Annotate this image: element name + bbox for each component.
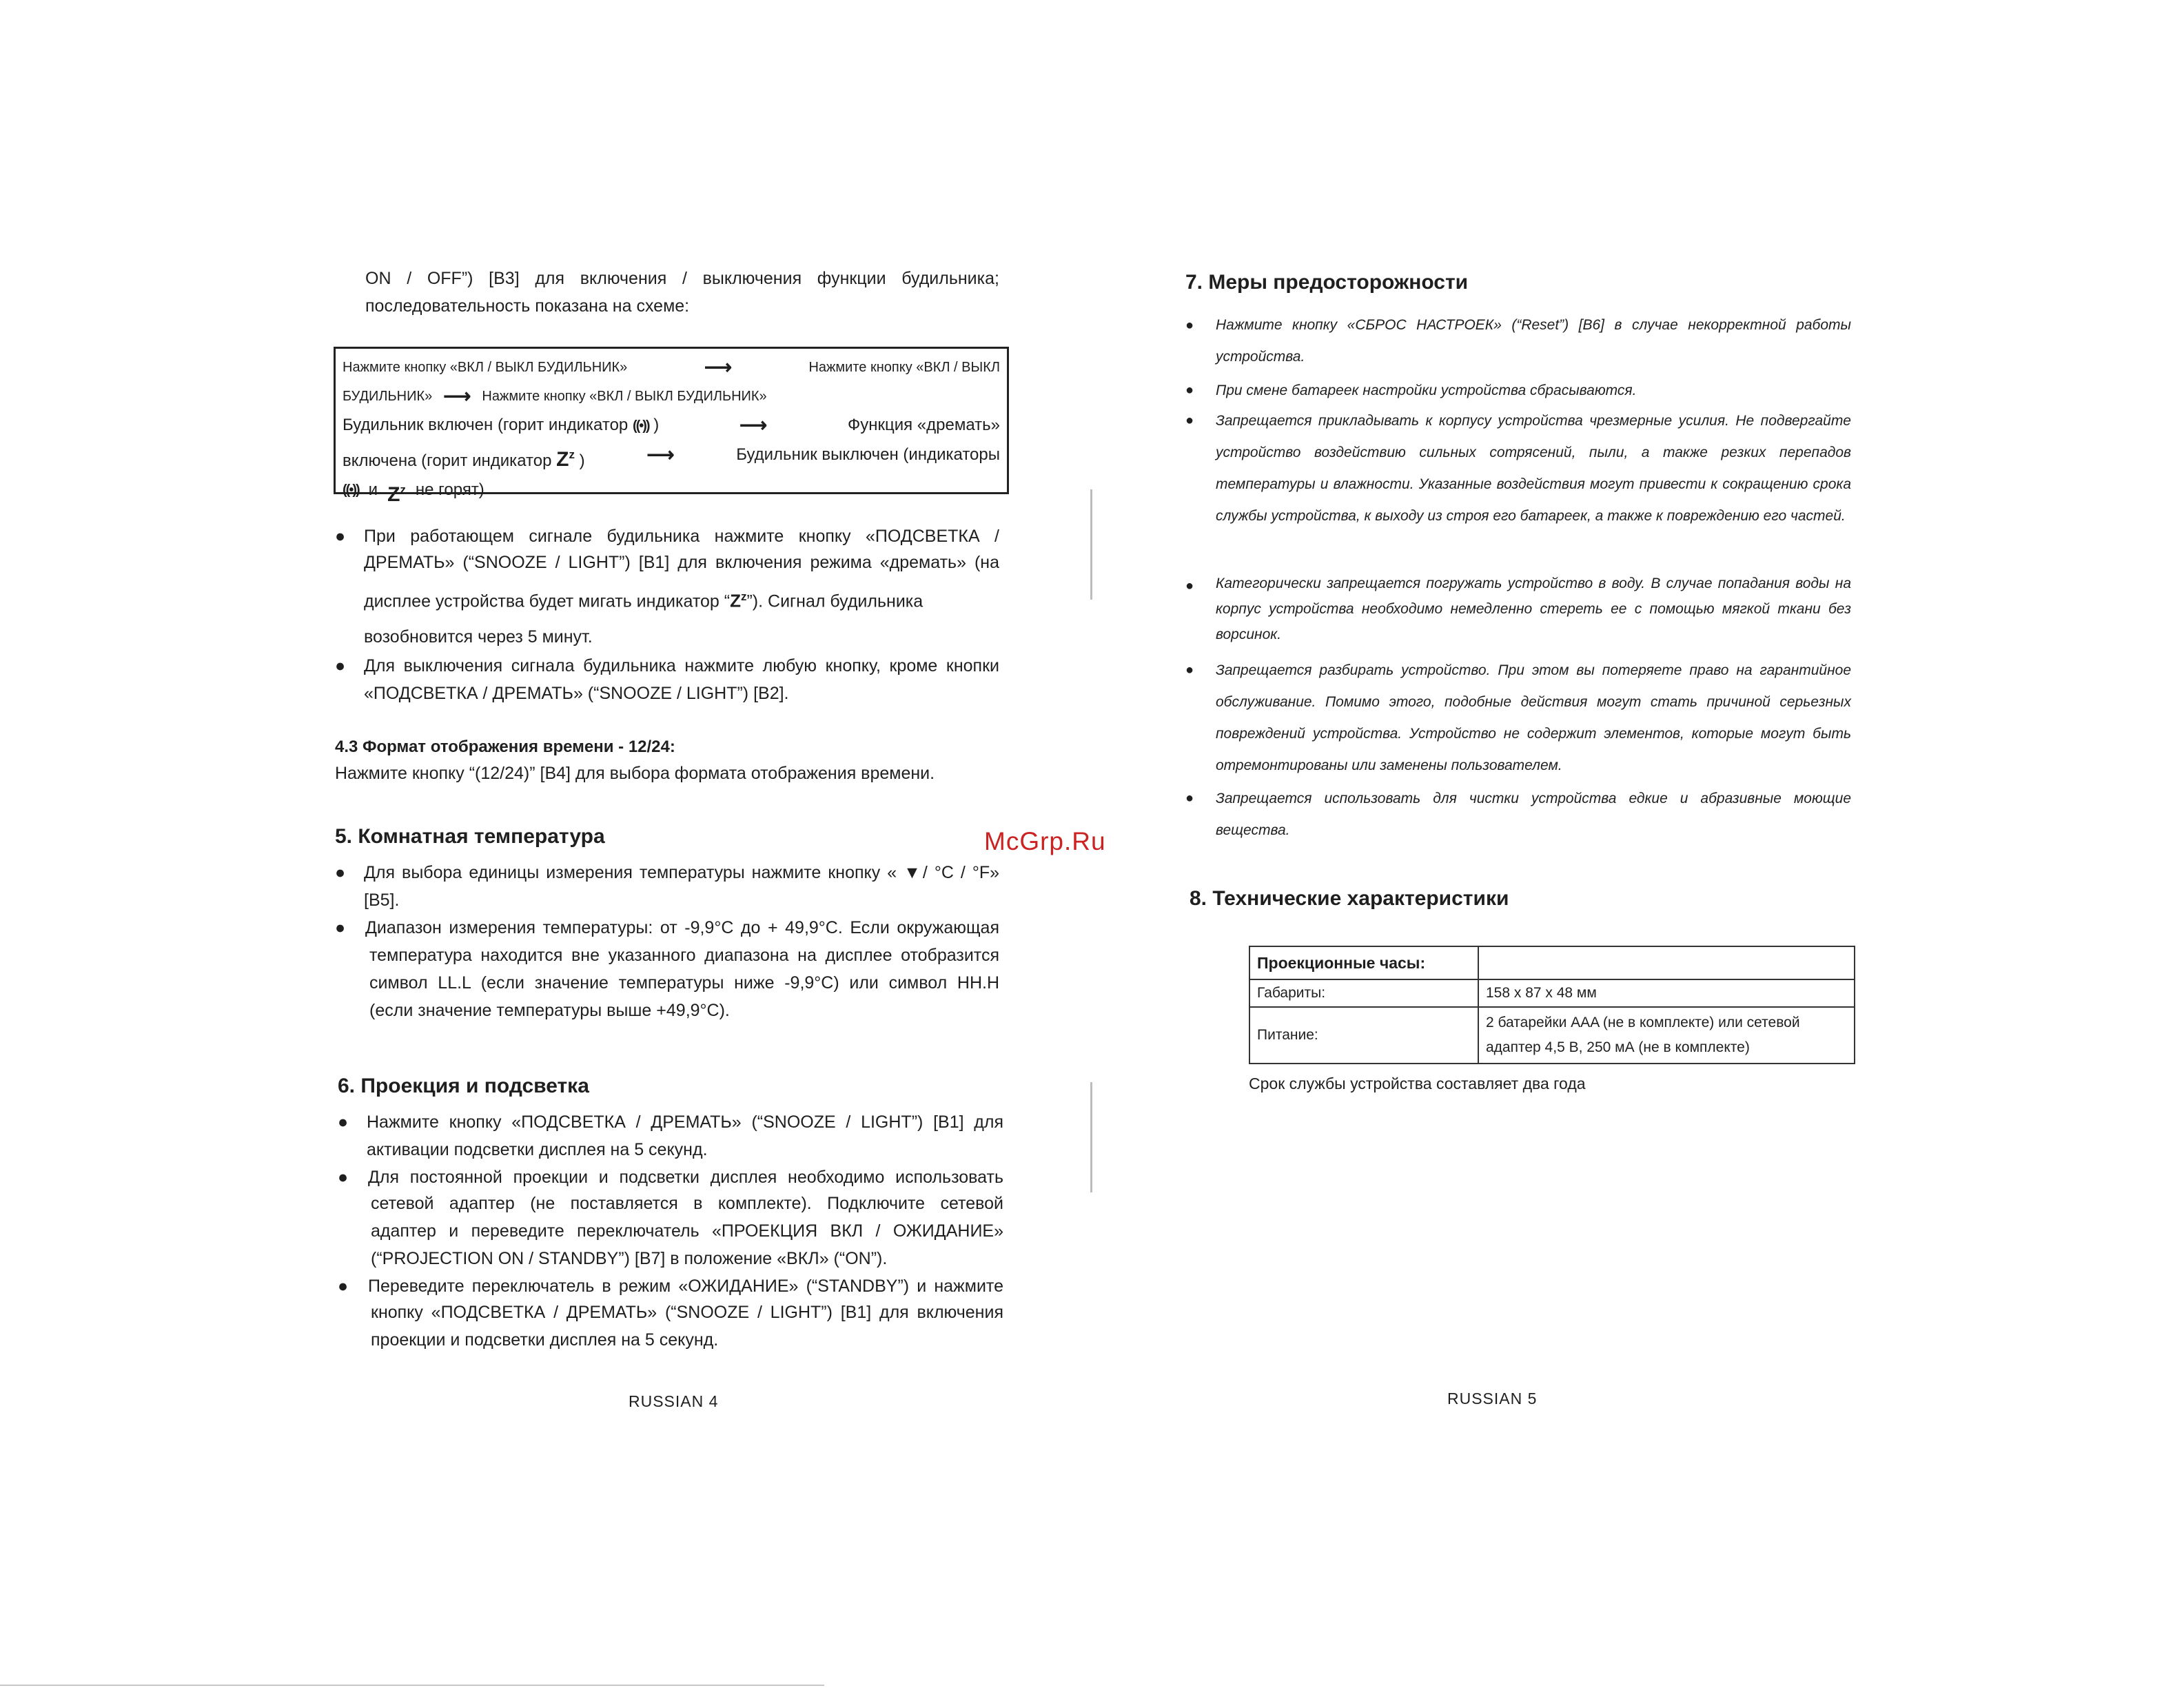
section-8-title: 8. Технические характеристики [1190,887,1509,910]
sequence-paren: ) [653,416,660,434]
arrow-right-icon: ⟶ [739,414,768,436]
sequence-paren: ) [579,451,585,470]
projection-line-2: сетевой адаптер (не поставляется в комплекте). Подключите сетевой [371,1194,1003,1213]
table-row [1249,946,1855,979]
projection-line-1: Для постоянной проекции и подсветки дисплея необходимо использовать [368,1168,1003,1187]
spec-dimensions-label: Габариты: [1249,979,1478,1007]
sequence-alarm-on-text: Будильник включен (горит индикатор [343,416,629,434]
precaution-batteries: При смене батареек настройки устройства сбрасываются. [1216,383,1637,398]
sequence-step-2b: БУДИЛЬНИК» [343,389,433,404]
bullet-icon: ● [338,1168,349,1187]
precaution-reset: Нажмите кнопку «СБРОС НАСТРОЕК» (“Reset”) [B6] в случае некорректной работы устройства. [1216,317,1851,365]
alarm-off-bullet-line-2: «ПОДСВЕТКА / ДРЕМАТЬ» (“SNOOZE / LIGHT”) [B2]. [364,684,789,703]
snooze-zz-icon: $Z^z$ [387,483,406,506]
sequence-snooze-function: Функция «дремать» [847,416,1000,434]
temp-unit-line-2: [B5]. [364,891,400,910]
snooze-bullet-line-3 [364,583,999,616]
spec-power-value-line-2: адаптер 4,5 В, 250 мА (не в комплекте) [1486,1039,1750,1055]
snooze-zz-icon: $Z^z$ [730,590,747,611]
sequence-and: и [368,480,378,499]
table-row [1249,979,1855,1007]
page-number-footer: RUSSIAN 4 [629,1392,719,1410]
bullet-icon: ● [1185,413,1194,428]
intro-line-2: последовательность показана на схеме: [365,296,690,316]
sequence-step-1: Нажмите кнопку «ВКЛ / ВЫКЛ БУДИЛЬНИК» [343,360,628,375]
scan-edge-line [0,1685,824,1686]
page-number-footer: RUSSIAN 5 [1447,1390,1538,1407]
spec-table-header: Проекционные часы: [1249,946,1478,979]
sequence-step-3: Нажмите кнопку «ВКЛ / ВЫКЛ БУДИЛЬНИК» [482,389,767,404]
sequence-row-3 [343,411,1000,440]
service-life: Срок службы устройства составляет два года [1249,1075,1586,1092]
arrow-right-icon: ⟶ [704,356,732,378]
temp-range-line-1: Диапазон измерения температуры: от -9,9°C до + 49,9°C. Если окружающая [365,918,999,937]
intro-line-1: ON / OFF”) [B3] для включения / выключения функции будильника; [365,269,999,288]
sequence-snooze-text: включена (горит индикатор [343,451,552,470]
backlight-line-1: Нажмите кнопку «ПОДСВЕТКА / ДРЕМАТЬ» (“SNOOZE / LIGHT”) [B1] для [367,1112,1003,1132]
precaution-force: Запрещается прикладывать к корпусу устройства чрезмерные усилия. Не подвергайте устройство воздействию сильных сотрясений, пыли, а также резких перепадов температуры и влажности. Указанные воздействия могут привести к сокращению срока службы устройства, к выходу из строя его батареек, а также к повреждению его частей. [1216,413,1851,524]
sequence-row-2 [343,382,1000,411]
bullet-icon: ● [335,918,346,937]
bullet-icon: ● [335,863,346,882]
precaution-disassembly: Запрещается разбирать устройство. При этом вы потеряете право на гарантийное обслуживание. Помимо этого, подобные действия могут стать причиной серьезных повреждений устройства. Устройство не содержит элементов, которые могут быть отремонтированы или заменены пользователем. [1216,662,1851,773]
temp-range-line-2: температура находится вне указанного диапазона на дисплее отобразится [369,946,999,965]
section-6-title: 6. Проекция и подсветка [338,1075,589,1097]
sequence-row-4 [343,440,1000,476]
snooze-bullet-line-4: возобновится через 5 минут. [364,627,593,647]
table-row [1249,1007,1855,1064]
bullet-icon: ● [338,1112,349,1132]
temp-range-line-3: символ LL.L (если значение температуры ниже -9,9°C) или символ HH.H [369,973,999,993]
sequence-alarm-on [343,411,659,440]
bullet-icon: ● [1185,791,1194,806]
standby-line-2: кнопку «ПОДСВЕТКА / ДРЕМАТЬ» (“SNOOZE / LIGHT”) [B1] для включения [371,1303,1003,1322]
bullet-icon: ● [1185,662,1194,678]
projection-line-3: адаптер и переведите переключатель «ПРОЕКЦИЯ ВКЛ / ОЖИДАНИЕ» [371,1221,1003,1241]
bullet-icon: ● [1185,383,1194,398]
sequence-row-5 [343,476,1000,509]
alarm-off-bullet-line-1: Для выключения сигнала будильника нажмите любую кнопку, кроме кнопки [364,656,999,675]
bullet-icon: ● [335,656,346,675]
spec-table [1249,946,1855,1064]
right-page [1103,0,2184,1688]
scan-artifact [1090,1082,1092,1192]
section-7-title: 7. Меры предосторожности [1185,271,1469,294]
snooze-zz-icon: $Z^z$ [556,448,575,471]
bullet-icon: ● [1185,578,1194,593]
precaution-water: Категорически запрещается погружать устройство в воду. В случае попадания воды на корпус устройства необходимо немедленно стереть ее с помощью мягкой ткани без ворсинок. [1216,576,1851,642]
section-4-3-title: 4.3 Формат отображения времени - 12/24: [335,738,675,756]
bullet-icon: ● [1185,318,1194,333]
temp-range-line-4: (если значение температуры выше +49,9°C). [369,1001,730,1020]
spec-dimensions-value: 158 x 87 x 48 мм [1478,979,1855,1007]
section-4-3-text: Нажмите кнопку “(12/24)” [B4] для выбора формата отображения времени. [335,764,935,783]
scan-artifact [1090,489,1092,600]
alarm-ring-icon: ((•)) [632,418,649,434]
snooze-indicator-prefix: дисплее устройства будет мигать индикатор “ [364,591,731,611]
sequence-not-lit: не горят) [415,480,484,499]
snooze-indicator-suffix: ”). Сигнал будильника [746,591,923,611]
sequence-snooze-on [343,440,585,476]
snooze-bullet-line-2: ДРЕМАТЬ» (“SNOOZE / LIGHT”) [B1] для включения режима «дремать» (на [364,553,999,572]
standby-line-3: проекции и подсветки дисплея на 5 секунд. [371,1330,719,1350]
standby-line-1: Переведите переключатель в режим «ОЖИДАНИЕ» (“STANDBY”) и нажмите [368,1277,1003,1296]
section-5-title: 5. Комнатная температура [335,825,605,848]
snooze-bullet-line-1: При работающем сигнале будильника нажмите кнопку «ПОДСВЕТКА / [364,527,999,546]
precaution-cleaning: Запрещается использовать для чистки устройства едкие и абразивные моющие вещества. [1216,791,1851,838]
spec-power-label: Питание: [1249,1007,1478,1064]
backlight-line-2: активации подсветки дисплея на 5 секунд. [367,1140,708,1159]
watermark: McGrp.Ru [984,827,1106,855]
alarm-sequence-box [334,347,1009,506]
snooze-indicator-text [364,583,923,616]
arrow-right-icon: ⟶ [443,385,471,407]
arrow-right-icon: ⟶ [646,444,675,465]
sequence-alarm-off: Будильник выключен (индикаторы [736,445,1000,464]
sequence-row-1 [343,353,1000,382]
spec-table-header-empty [1478,946,1855,979]
projection-line-4: (“PROJECTION ON / STANDBY”) [B7] в положение «ВКЛ» (“ON”). [371,1249,888,1268]
spec-power-value-line-1: 2 батарейки AAA (не в комплекте) или сетевой [1486,1015,1800,1030]
alarm-ring-icon: ((•)) [343,482,359,498]
sequence-step-2a: Нажмите кнопку «ВКЛ / ВЫКЛ [808,360,1000,375]
bullet-icon: ● [335,527,346,546]
temp-unit-line-1: Для выбора единицы измерения температуры нажмите кнопку « ▼/ °C / °F» [364,863,999,882]
bullet-icon: ● [338,1277,349,1296]
spec-power-value [1478,1007,1855,1064]
